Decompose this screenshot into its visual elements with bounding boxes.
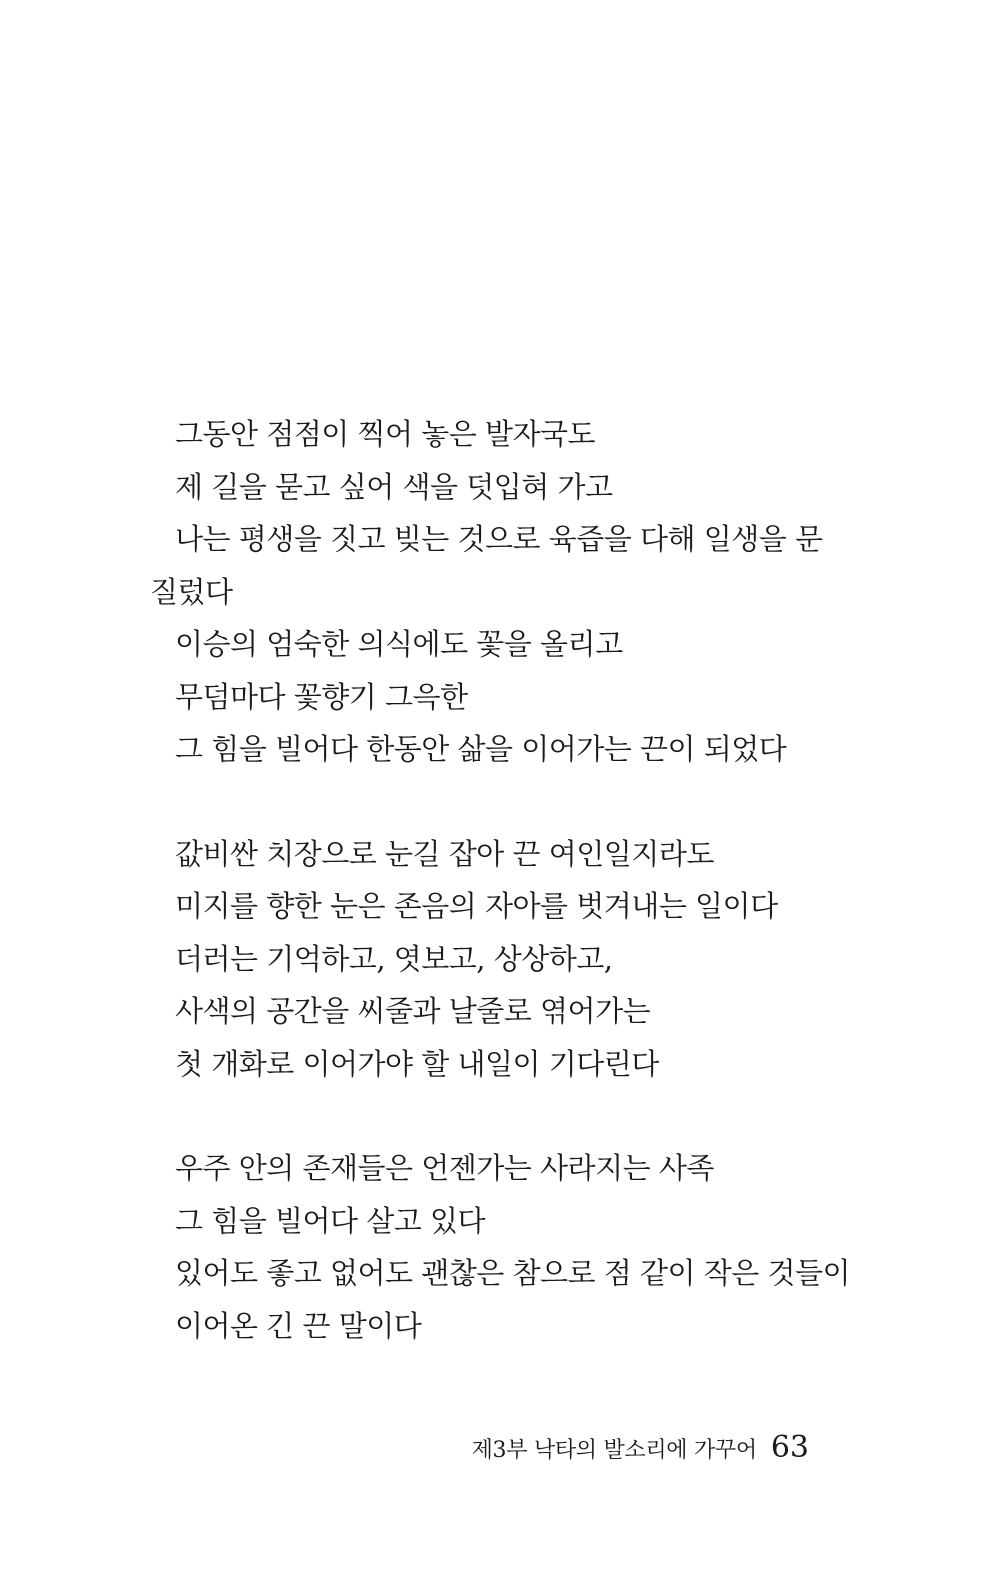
- poem-line: 그 힘을 빌어다 한동안 삶을 이어가는 끈이 되었다: [175, 732, 787, 766]
- poem-line: 사색의 공간을 씨줄과 날줄로 엮어가는: [175, 994, 651, 1028]
- poem-line: 이어온 긴 끈 말이다: [175, 1308, 422, 1343]
- poem-line: 더러는 기억하고, 엿보고, 상상하고,: [175, 941, 613, 976]
- page-footer: [472, 1430, 809, 1465]
- stanza-break: [150, 1090, 830, 1142]
- poem-body: [150, 408, 851, 1352]
- poem-line: 있어도 좋고 없어도 괜찮은 참으로 점 같이 작은 것들이: [175, 1256, 851, 1290]
- poem-line: 나는 평생을 짓고 빚는 것으로 육즙을 다해 일생을 문: [175, 522, 823, 556]
- stanza-3: [150, 1142, 851, 1352]
- running-head: 제3부 낙타의 발소리에 가꾸어: [471, 1438, 757, 1463]
- poem-line: 값비싼 치장으로 눈길 잡아 끈 여인일지라도: [175, 836, 714, 871]
- stanza-1: [150, 408, 830, 776]
- poem-line: 그 힘을 빌어다 살고 있다: [175, 1203, 486, 1238]
- poem-line-continuation: 질렀다: [150, 574, 233, 609]
- poem-line: 그동안 점점이 찍어 놓은 발자국도: [175, 417, 596, 451]
- stanza-2: [150, 828, 830, 1091]
- stanza-break: [150, 776, 830, 828]
- poem-line: 이승의 엄숙한 의식에도 꽃을 올리고: [175, 627, 623, 661]
- poem-line: 제 길을 묻고 싶어 색을 덧입혀 가고: [175, 469, 613, 504]
- page-number: 63: [770, 1430, 809, 1465]
- poem-line: 미지를 향한 눈은 존음의 자아를 벗겨내는 일이다: [175, 889, 778, 923]
- poem-line: 첫 개화로 이어가야 할 내일이 기다린다: [175, 1046, 659, 1081]
- poem-line: 무덤마다 꽃향기 그윽한: [175, 679, 468, 714]
- poem-line: 우주 안의 존재들은 언젠가는 사라지는 사족: [175, 1151, 714, 1185]
